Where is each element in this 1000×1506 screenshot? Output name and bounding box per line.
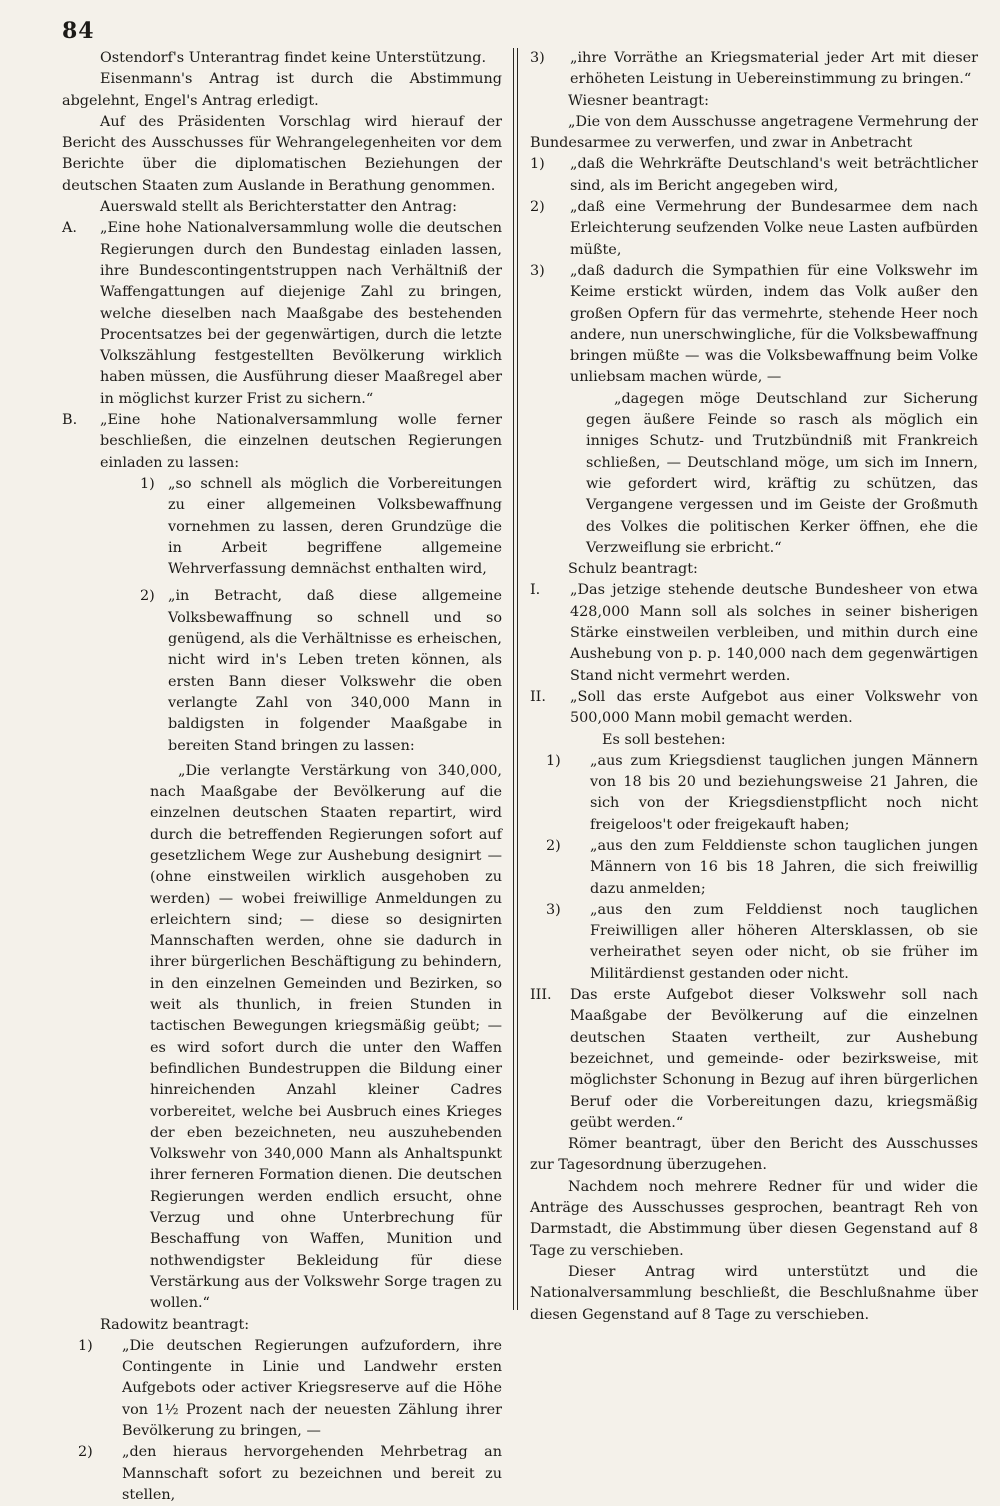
item-marker: 1) (530, 156, 545, 173)
motion-b-item-2 (62, 586, 502, 756)
item-marker: 1) (140, 475, 155, 492)
motion-b-item-1 (62, 474, 502, 580)
item-text: „Soll das erste Aufgebot aus einer Volkswehr von 500,000 Mann mobil gemacht werden. (570, 688, 978, 727)
paragraph: Auf des Präsidenten Vorschlag wird hierauf der Bericht des Ausschusses für Wehrangelegenheiten vor dem Berichte über die diplomatischen Beziehungen der deutschen Staaten zum Auslande in Berathung genommen. (62, 113, 502, 194)
item-marker: I. (530, 582, 541, 599)
item-text: „Eine hohe Nationalversammlung wolle ferner beschließen, die einzelnen deutschen Regierungen einladen zu lassen: (100, 412, 502, 471)
page-number: 84 (62, 18, 95, 44)
item-marker: 2) (78, 1444, 93, 1461)
item-text: „aus zum Kriegsdienst tauglichen jungen Männern von 18 bis 20 und beziehungsweise 21 Jahren, die sich von der Kriegsdienstpflicht noch nicht freigeloos't oder freigekauft haben; (590, 752, 978, 833)
schulz-subitem-3 (530, 900, 978, 985)
quoted-motion: „dagegen möge Deutschland zur Sicherung gegen äußere Feinde so rasch als möglich ein inniges Schutz- und Trutzbündniß mit Frankreich schließen, — Deutschland möge, um sich im Innern, wie gefordert wird, kräftig zu schützen, das Vergangene vergessen und im Geiste der Großmuth des Volkes die politischen Kerker öffnen, ehe die Verzweiflung sie erbricht.“ (586, 390, 978, 556)
radowitz-item-3 (530, 48, 978, 91)
item-text: „aus den zum Felddienste schon tauglichen jungen Männern von 16 bis 18 Jahren, die sich freiwillig dazu anmelden; (590, 837, 978, 897)
quoted-motion: „Die verlangte Verstärkung von 340,000, nach Maaßgabe der Bevölkerung auf die einzelnen deutschen Staaten repartirt, wird durch die betreffenden Regierungen sofort auf gesetzlichem Wege zur Aushebung designirt — (ohne einstweilen wirklich ausgehoben zu werden) — wobei freiwillige Anmeldungen zu erleichtern sind; — diese so designirten Mannschaften werden, ohne sie dadurch in ihrer bürgerlichen Beschäftigung zu behindern, in den einzelnen Gemeinden und Bezirken, so weit als thunlich, in freien Stunden in tactischen Bewegungen kriegsmäßig geübt; — es wird sofort durch die unter den Waffen befindlichen Bundestruppen die Bildung einer hinreichenden Anzahl kleiner Cadres vorbereitet, welche bei Ausbruch eines Krieges der eben bezeichneten, neu auszuhebenden Volkswehr von 340,000 Mann als Anhaltspunkt ihrer ferneren Formation dienen. Die deutschen Regierungen werden endlich ersucht, ohne Verzug und ohne Unterbrechung für Beschaffung von Waffen, Munition und nothwendigster Bekleidung für diese Verstärkung aus der Volkswehr Sorge tragen zu wollen.“ (150, 762, 502, 1312)
paragraph: Eisenmann's Antrag ist durch die Abstimmung abgelehnt, Engel's Antrag erledigt. (62, 71, 502, 109)
left-column (62, 48, 502, 1503)
item-marker: A. (62, 220, 77, 237)
item-text: „daß die Wehrkräfte Deutschland's weit beträchtlicher sind, als im Bericht angegeben wird, (570, 156, 978, 194)
item-text: „den hieraus hervorgehenden Mehrbetrag an Mannschaft sofort zu bezeichnen und bereit zu stellen, (122, 1444, 502, 1503)
item-text: „ihre Vorräthe an Kriegsmaterial jeder Art mit dieser erhöheten Leistung in Uebereinstimmung zu bringen.“ (570, 50, 978, 88)
paragraph: Radowitz beantragt: (100, 1316, 250, 1333)
item-marker: 3) (546, 901, 561, 918)
radowitz-item-1 (62, 1336, 502, 1442)
item-text: „so schnell als möglich die Vorbereitungen zu einer allgemeinen Volksbewaffnung vornehmen zu lassen, deren Grundzüge die in Arbeit begriffene allgemeine Wehrverfassung demnächst enthalten wird, (168, 475, 502, 578)
paragraph: Wiesner beantragt: (568, 92, 709, 109)
paragraph: Nachdem noch mehrere Redner für und wider die Anträge des Ausschusses gesprochen, beantragt Reh von Darmstadt, die Abstimmung über diesen Gegenstand auf 8 Tage zu verschieben. (530, 1178, 978, 1259)
paragraph: Schulz beantragt: (568, 561, 698, 578)
schulz-subitem-2 (530, 836, 978, 900)
item-text: „daß dadurch die Sympathien für eine Volkswehr im Keime erstickt würden, indem das Volk außer den großen Opfern für das vermehrte, stehende Heer noch andere, nun unerschwingliche, für die Volksbewaffnung bringen müßte — was die Volksbewaffnung beim Volke unliebsam machen würde, — (570, 262, 979, 386)
item-marker: B. (62, 412, 78, 429)
column-divider (513, 48, 514, 1310)
item-text: „aus den zum Felddienst noch tauglichen Freiwilligen aller höheren Altersklassen, ob sie verheirathet seyen oder nicht, ob sie früher im Militärdienst gestanden oder nicht. (590, 901, 978, 982)
schulz-item-1 (530, 580, 978, 686)
wiesner-item-1 (530, 154, 978, 197)
schulz-subitem-1 (530, 751, 978, 836)
item-marker: III. (530, 987, 552, 1004)
sub-heading: Es soll bestehen: (602, 731, 726, 748)
paragraph: Römer beantragt, über den Bericht des Ausschusses zur Tagesordnung überzugehen. (530, 1136, 978, 1174)
item-marker: 3) (530, 262, 545, 279)
item-text: „Eine hohe Nationalversammlung wolle die deutschen Regierungen durch den Bundestag einladen lassen, ihre Bundescontingentstruppen nach Verhältniß der Waffengattungen auf diejenige Zahl zu bringen, welche dieselben nach Maaßgabe des bestehenden Procentsatzes bei der gegenwärtigen, durch die letzte Volkszählung festgestellten Bevölkerung wirklich haben müssen, die Ausführung dieser Maaßregel aber in möglichst kurzer Frist zu sichern.“ (100, 220, 502, 407)
wiesner-item-2 (530, 197, 978, 261)
column-divider (517, 48, 518, 1310)
item-text: „daß eine Vermehrung der Bundesarmee dem nach Erleichterung seufzenden Volke neue Lasten aufbürden müßte, (570, 199, 978, 258)
paragraph: „Die von dem Ausschusse angetragene Vermehrung der Bundesarmee zu verwerfen, und zwar in Anbetracht (530, 113, 978, 152)
item-marker: 2) (530, 199, 545, 216)
item-marker: II. (530, 688, 546, 705)
item-text: „Die deutschen Regierungen aufzufordern, ihre Contingente in Linie und Landwehr ersten Aufgebots oder activer Kriegsreserve auf die Höhe von 1½ Prozent nach der neuesten Zählung ihrer Bevölkerung zu bringen, — (122, 1337, 502, 1439)
item-marker: 2) (546, 837, 561, 854)
item-marker: 1) (546, 752, 561, 769)
schulz-item-2 (530, 687, 978, 730)
motion-b (62, 410, 502, 474)
radowitz-item-2 (62, 1442, 502, 1506)
wiesner-item-3 (530, 261, 978, 389)
right-column (530, 48, 979, 1323)
item-marker: 2) (140, 588, 155, 605)
paragraph: Ostendorf's Unterantrag findet keine Unterstützung. (100, 50, 487, 66)
paragraph: Dieser Antrag wird unterstützt und die Nationalversammlung beschließt, die Beschlußnahme über diesen Gegenstand auf 8 Tage zu verschieben. (530, 1263, 978, 1323)
item-marker: 3) (530, 50, 545, 66)
motion-a (62, 218, 502, 410)
item-marker: 1) (78, 1337, 93, 1354)
schulz-item-3 (530, 985, 978, 1134)
item-text: „Das jetzige stehende deutsche Bundesheer von etwa 428,000 Mann soll als solches in seiner bisherigen Stärke einstweilen verbleiben, und mithin durch eine Aushebung von p. p. 140,000 nach dem gegenwärtigen Stand nicht vermehrt werden. (570, 582, 978, 684)
item-text: „in Betracht, daß diese allgemeine Volksbewaffnung so schnell und so genügend, als die Verhältnisse es erheischen, nicht wird in's Leben treten können, als ersten Bann dieser Volkswehr die oben verlangte Zahl von 340,000 Mann in baldigsten in folgender Maaßgabe in bereiten Stand bringen zu lassen: (168, 588, 502, 754)
item-text: Das erste Aufgebot dieser Volkswehr soll nach Maaßgabe der Bevölkerung auf die einzelnen deutschen Staaten vertheilt, zur Aushebung bezeichnet, und gemeinde- oder bezirksweise, mit möglichster Schonung in Bezug auf ihren bürgerlichen Beruf oder die Vorbereitungen dazu, kriegsmäßig geübt werden.“ (570, 987, 978, 1131)
paragraph: Auerswald stellt als Berichterstatter den Antrag: (100, 199, 458, 216)
